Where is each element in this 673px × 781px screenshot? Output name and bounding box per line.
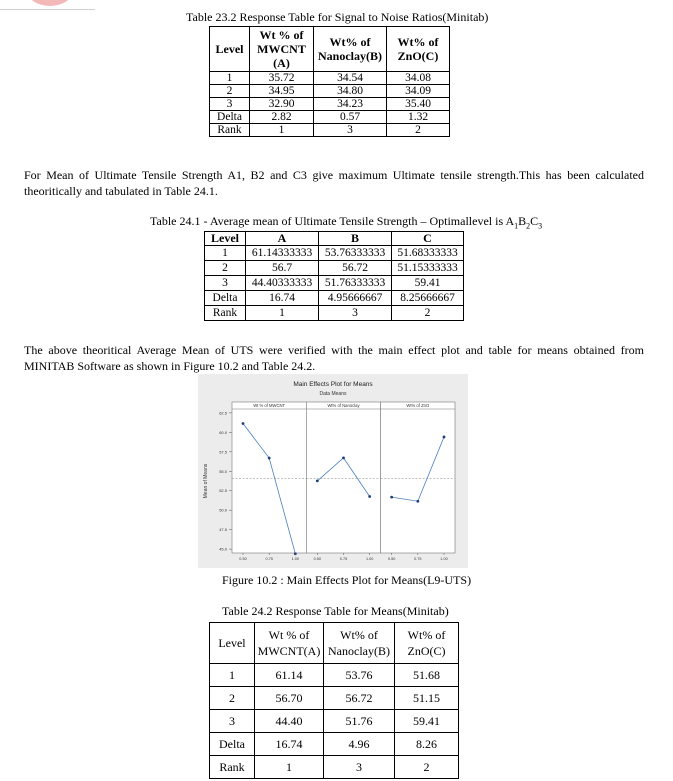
panel-label: Wt % of MWCNT	[253, 403, 286, 408]
cell: 1	[210, 664, 255, 687]
cell: 34.95	[250, 85, 314, 98]
header-mwcnt: Wt % of MWCNT(A)	[255, 623, 324, 664]
panel-box	[306, 402, 380, 553]
cell: Delta	[210, 733, 255, 756]
table-row	[205, 276, 464, 291]
y-tick-label: 50.0	[219, 507, 227, 513]
y-tick-label: 57.5	[219, 449, 227, 455]
table-row	[210, 85, 450, 98]
table-row	[210, 687, 459, 710]
cell: 61.14	[255, 664, 324, 687]
data-point	[390, 496, 393, 499]
cell: 3	[210, 710, 255, 733]
header-level: Level	[205, 232, 246, 246]
cell: 53.76333333	[319, 246, 392, 261]
x-tick-label: 0.50	[387, 557, 396, 561]
table-row	[210, 756, 459, 779]
header-mwcnt: Wt % of MWCNT (A)	[250, 27, 314, 72]
cell: 8.25666667	[392, 291, 464, 306]
cell: 1	[255, 756, 324, 779]
cell: 1	[205, 246, 246, 261]
figure-10-2-caption: Figure 10.2 : Main Effects Plot for Means(L9-UTS)	[222, 573, 472, 587]
x-tick-label: 1.00	[365, 557, 374, 561]
table-23-2-caption: Table 23.2 Response Table for Signal to Noise Ratios(Minitab)	[186, 10, 489, 24]
cell: 3	[319, 306, 392, 321]
cell: 2	[387, 124, 450, 137]
data-point	[242, 422, 245, 425]
cell: 4.96	[324, 733, 395, 756]
cell: 2	[210, 687, 255, 710]
x-tick-label: 0.75	[414, 557, 422, 561]
cell: 3	[205, 276, 246, 291]
caption-sub: 2	[526, 221, 531, 231]
cell: 53.76	[324, 664, 395, 687]
cell: 44.40	[255, 710, 324, 733]
main-effects-plot	[198, 374, 468, 568]
cell: 2	[210, 85, 250, 98]
cell: 56.72	[319, 261, 392, 276]
cell: 59.41	[392, 276, 464, 291]
cell: 2	[395, 756, 459, 779]
header-level: Level	[210, 27, 250, 72]
cell: 1	[250, 124, 314, 137]
cell: 56.7	[246, 261, 319, 276]
x-tick-label: 0.75	[265, 557, 273, 561]
cell: 44.40333333	[246, 276, 319, 291]
data-point	[268, 457, 271, 460]
table-row	[210, 664, 459, 687]
table-row	[205, 246, 464, 261]
panel-box	[381, 402, 455, 553]
y-tick-label: 60.0	[219, 429, 227, 435]
cell: 3	[314, 124, 387, 137]
table-row	[210, 733, 459, 756]
header-a: A	[246, 232, 319, 246]
cell: Rank	[205, 306, 246, 321]
header-zno: Wt% of ZnO(C)	[387, 27, 450, 72]
caption-text: C	[530, 214, 539, 228]
cell: 2	[205, 261, 246, 276]
cell: 34.54	[314, 72, 387, 85]
header-c: C	[392, 232, 464, 246]
x-tick-label: 0.50	[239, 557, 247, 561]
y-tick-label: 55.0	[219, 468, 227, 474]
header-b: B	[319, 232, 392, 246]
data-point	[368, 495, 371, 498]
cell: 0.57	[314, 111, 387, 124]
panel-label: Wt% of ZnO	[406, 403, 430, 408]
cell: 3	[324, 756, 395, 779]
cell: 51.68333333	[392, 246, 464, 261]
cell: 56.70	[255, 687, 324, 710]
cell: 51.76333333	[319, 276, 392, 291]
cell: 16.74	[246, 291, 319, 306]
table-row	[210, 72, 450, 85]
plot-subtitle: Data Means	[319, 391, 347, 397]
main-effects-plot-svg	[198, 374, 468, 568]
cell: 51.68	[395, 664, 459, 687]
table-24-1-caption	[150, 214, 542, 230]
header-nanoclay: Wt% of Nanoclay(B)	[324, 623, 395, 664]
table-24-2-caption: Table 24.2 Response Table for Means(Minitab)	[222, 604, 449, 618]
cell: 35.72	[250, 72, 314, 85]
header-logo-fragment	[0, 0, 95, 10]
table-23-2	[209, 26, 450, 137]
plot-title: Main Effects Plot for Means	[293, 381, 373, 388]
caption-text: Table 24.1 - Average mean of Ultimate Tensile Strength – Optimallevel is A	[150, 214, 515, 228]
table-row	[210, 710, 459, 733]
data-point	[342, 456, 345, 459]
header-zno: Wt% of ZnO(C)	[395, 623, 459, 664]
data-point	[416, 500, 419, 503]
table-row	[210, 98, 450, 111]
x-tick-label: 0.75	[339, 557, 348, 561]
cell: Rank	[210, 124, 250, 137]
cell: 8.26	[395, 733, 459, 756]
cell: 34.23	[314, 98, 387, 111]
cell: 2.82	[250, 111, 314, 124]
table-24-1	[204, 231, 464, 321]
x-tick-label: 1.00	[440, 557, 448, 561]
table-24-2	[209, 622, 459, 779]
table-row	[210, 124, 450, 137]
cell: 59.41	[395, 710, 459, 733]
cell: 61.14333333	[246, 246, 319, 261]
y-axis-label: Mean of Means	[203, 463, 209, 499]
data-point	[443, 436, 446, 439]
header-level: Level	[210, 623, 255, 664]
cell: 1	[246, 306, 319, 321]
cell: 56.72	[324, 687, 395, 710]
table-row	[205, 261, 464, 276]
cell: 35.40	[387, 98, 450, 111]
y-tick-label: 45.0	[219, 546, 227, 552]
table-row	[210, 111, 450, 124]
cell: 34.09	[387, 85, 450, 98]
cell: 1	[210, 72, 250, 85]
x-tick-label: 0.50	[313, 557, 322, 561]
caption-text: B	[518, 214, 527, 228]
y-tick-label: 47.5	[219, 527, 227, 533]
paragraph-2: The above theoritical Average Mean of UTS were verified with the main effect plot and table for means obtained from MINITAB Software as shown in Figure 10.2 and Table 24.2.	[24, 343, 644, 373]
cell: 1.32	[387, 111, 450, 124]
cell: 4.95666667	[319, 291, 392, 306]
cell: Delta	[210, 111, 250, 124]
cell: Rank	[210, 756, 255, 779]
panel-label: Wt% of Nanoclay	[327, 403, 360, 408]
cell: 34.08	[387, 72, 450, 85]
table-row	[205, 291, 464, 306]
cell: 3	[210, 98, 250, 111]
cell: 51.76	[324, 710, 395, 733]
cell: 51.15	[395, 687, 459, 710]
cell: 51.15333333	[392, 261, 464, 276]
y-tick-label: 62.5	[219, 410, 227, 416]
cell: 32.90	[250, 98, 314, 111]
y-tick-label: 52.5	[219, 488, 227, 494]
caption-sub: 3	[538, 221, 543, 231]
logo-arc	[28, 0, 72, 6]
table-row	[205, 306, 464, 321]
cell: 2	[392, 306, 464, 321]
cell: 34.80	[314, 85, 387, 98]
cell: 16.74	[255, 733, 324, 756]
paragraph-1: For Mean of Ultimate Tensile Strength A1, B2 and C3 give maximum Ultimate tensile strength.This has been calculated theoritically and tabulated in Table 24.1.	[24, 168, 644, 198]
caption-sub: 1	[514, 221, 519, 231]
header-nanoclay: Wt% of Nanoclay(B)	[314, 27, 387, 72]
cell: Delta	[205, 291, 246, 306]
x-tick-label: 1.00	[291, 557, 300, 561]
data-point	[316, 480, 319, 483]
